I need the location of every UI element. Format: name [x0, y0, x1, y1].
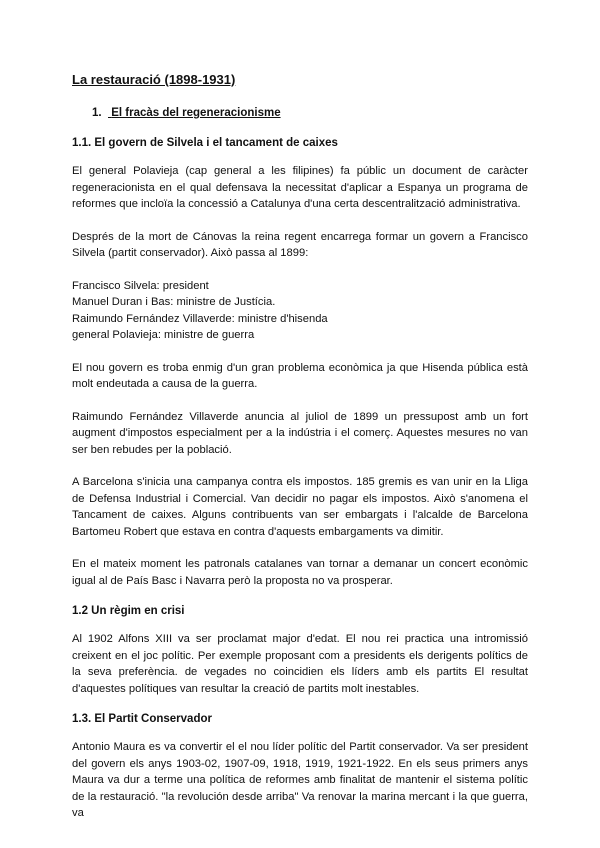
minister-list	[72, 278, 528, 344]
paragraph-8: Antonio Maura es va convertir el el nou líder polític del Partit conservador. Va ser president del govern els anys 1903-02, 1907-09, 1918, 1919, 1921-1922. En els seus primers anys Maura va dur a terme una política de reformes amb finalitat de mantenir el sistema polític de la restauració. "la revolución desde arriba" Va renovar la marina mercant i la que guerra, va	[72, 741, 528, 819]
subsection-heading-1-2: 1.2 Un règim en crisi	[72, 605, 185, 617]
paragraph-2: Després de la mort de Cánovas la reina regent encarrega formar un govern a Francisco Silvela (partit conservador). Això passa al 1899:	[72, 230, 528, 259]
paragraph-7: Al 1902 Alfons XIII va ser proclamat major d'edat. El nou rei practica una intromissió creixent en el joc polític. Per exemple proposant com a presidents els derigents polítics de la seva preferència. de vegades no coincidien els líders amb els partits El resultat d'aquestes polítiques van resultar la creació de partits molt inestables.	[72, 633, 528, 695]
section-heading-1	[92, 107, 528, 119]
paragraph-3: El nou govern es troba enmig d'un gran problema econòmica ja que Hisenda pública està molt endeutada a causa de la guerra.	[72, 361, 528, 390]
subsection-heading-1-1: 1.1. El govern de Silvela i el tancament de caixes	[72, 137, 338, 149]
document-title: La restauració (1898-1931)	[72, 72, 236, 87]
list-item: Raimundo Fernández Villaverde: ministre d'hisenda	[72, 312, 328, 325]
paragraph-6: En el mateix moment les patronals catalanes van tornar a demanar un concert econòmic igual al de País Basc i Navarra però la proposta no va prosperar.	[72, 558, 528, 587]
list-item: Francisco Silvela: president	[72, 279, 209, 292]
subsection-heading-1-3: 1.3. El Partit Conservador	[72, 713, 212, 725]
section-number: 1.	[92, 107, 102, 119]
paragraph-4: Raimundo Fernández Villaverde anuncia al juliol de 1899 un pressupost amb un fort augment d'impostos especialment per a la indústria i el comerç. Aquestes mesures no van ser ben rebudes per la població.	[72, 410, 528, 456]
paragraph-5: A Barcelona s'inicia una campanya contra els impostos. 185 gremis es van unir en la Lliga de Defensa Industrial i Comercial. Van decidir no pagar els impostos. Això s'anomena el Tancament de caixes. Alguns contribuents van ser embargats i l'alcalde de Barcelona Bartomeu Robert que estava en contra d'aquests embargaments va dimitir.	[72, 476, 528, 538]
list-item: general Polavieja: ministre de guerra	[72, 329, 255, 341]
list-item: Manuel Duran i Bas: ministre de Justícia.	[72, 296, 276, 308]
paragraph-1: El general Polavieja (cap general a les filipines) fa públic un document de caràcter regeneracionista en el qual defensava la necessitat d'aplicar a Espanya un programa de reformes que incloïa la concessió a Catalunya d'una certa descentralització administrativa.	[72, 165, 528, 210]
section-label: El fracàs del regeneracionisme	[111, 107, 281, 119]
